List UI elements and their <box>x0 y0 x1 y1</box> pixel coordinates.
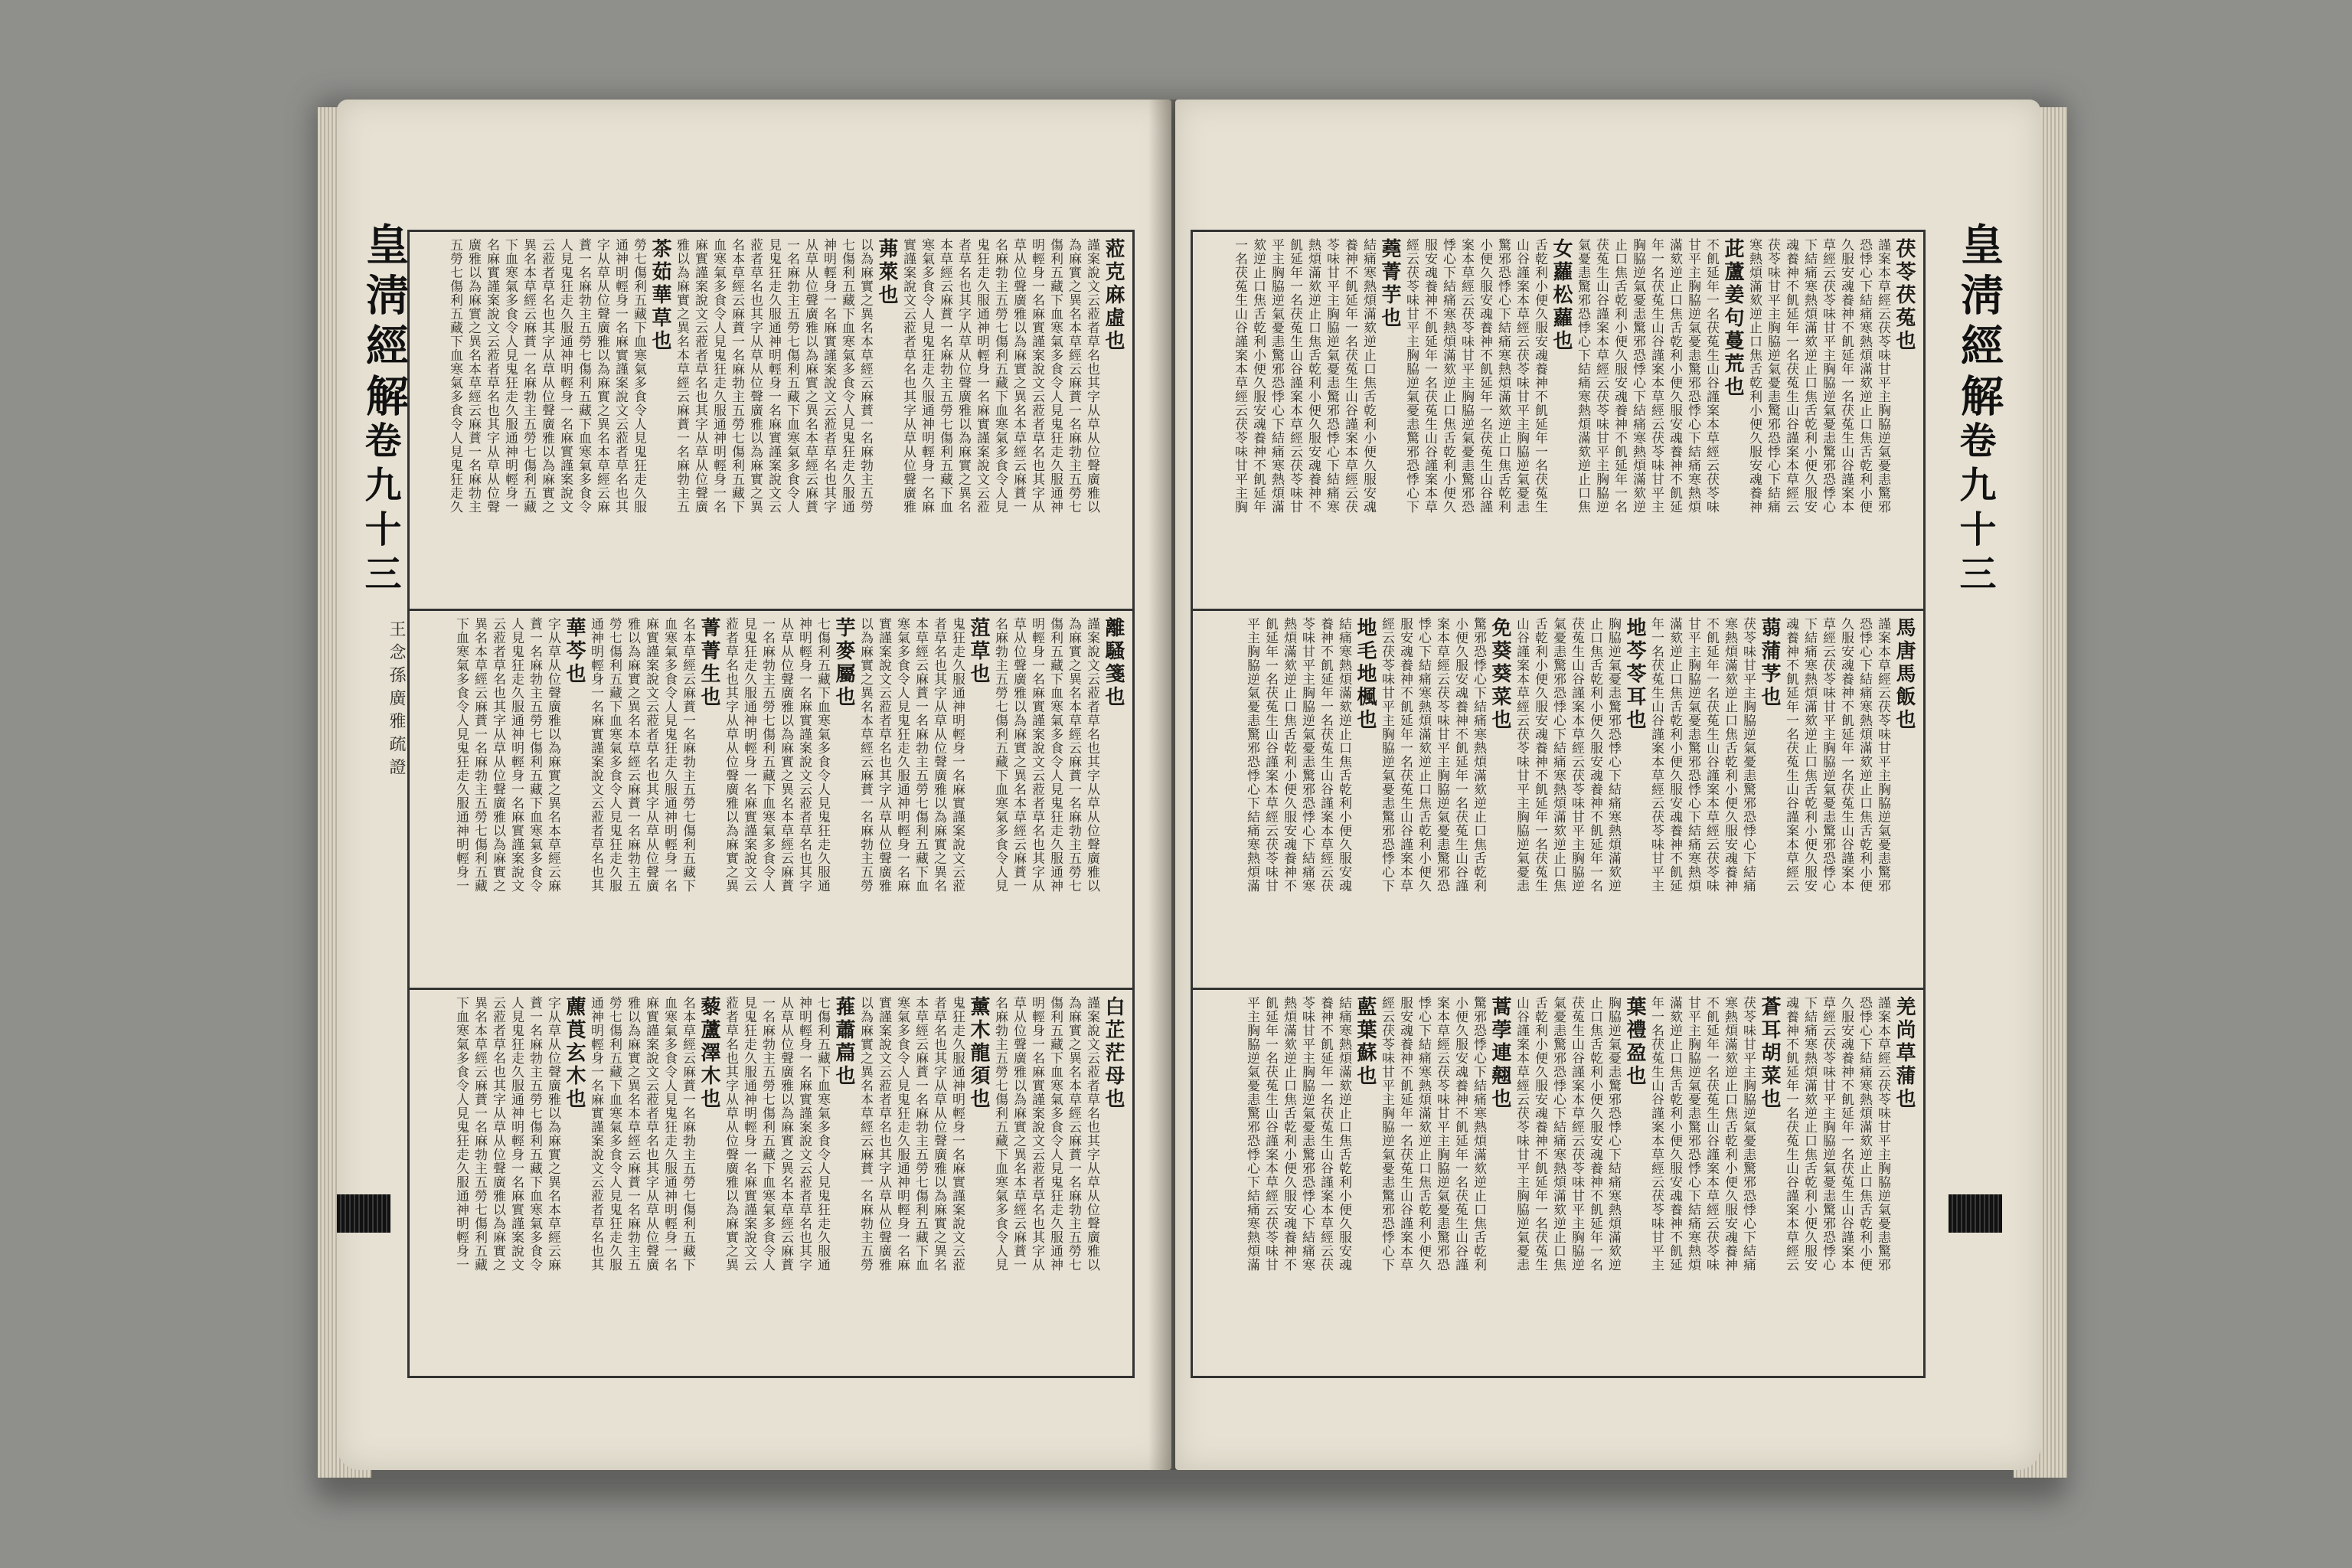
text-column: 明輕身一名麻實謹案說文云蒞者草名也其字从 <box>1029 238 1044 514</box>
text-column: 云蒞者草名也其字从草从位聲廣雅以為麻實之 <box>490 996 505 1272</box>
text-column: 茯菟生山谷謹案本草經云茯苓味甘平主胸脇逆 <box>1569 617 1584 893</box>
text-column: 平主胸脇逆氣憂恚驚邪恐悸心下結痛寒熱煩滿 <box>1244 617 1259 893</box>
text-column: 為麻實之異名本草經云麻蕡一名麻勃主五勞七 <box>1066 617 1081 893</box>
text-column: 七傷利五藏下血寒氣多食令人見鬼狂走久服通 <box>839 238 854 514</box>
text-column: 明輕身一名麻實謹案說文云蒞者草名也其字从 <box>1029 617 1044 893</box>
text-column: 草从位聲廣雅以為麻實之異名本草經云麻蕡一 <box>1011 238 1026 514</box>
right-text-frame <box>1191 230 1926 1378</box>
text-column: 服安魂養神不飢延年一名茯菟生山谷謹案本草 <box>1422 238 1437 514</box>
text-column: 傷利五藏下血寒氣多食令人見鬼狂走久服通神 <box>1047 238 1063 514</box>
text-column: 悸心下結痛寒熱煩滿欬逆止口焦舌乾利小便久 <box>1440 238 1455 514</box>
text-column: 麻實謹案說文云蒞者草名也其字从草从位聲廣 <box>643 996 658 1272</box>
text-column: 傷利五藏下血寒氣多食令人見鬼狂走久服通神 <box>1047 996 1063 1272</box>
text-column: 者草名也其字从草从位聲廣雅以為麻實之異名 <box>931 996 946 1272</box>
right-volume-label: 卷九十三 <box>1953 421 1996 599</box>
entry-heading: 白芷茫母也 <box>1102 996 1125 1111</box>
right-folio-mark <box>1949 1194 2002 1233</box>
entry-heading: 地毛地楓也 <box>1354 617 1377 732</box>
text-column: 一名茯菟生山谷謹案本草經云茯苓味甘平主胸 <box>1232 238 1247 514</box>
text-column: 茯苓味甘平主胸脇逆氣憂恚驚邪恐悸心下結痛 <box>1765 238 1780 514</box>
text-column: 謹案本草經云茯苓味甘平主胸脇逆氣憂恚驚邪 <box>1875 996 1890 1272</box>
text-column: 魂養神不飢延年一名茯菟生山谷謹案本草經云 <box>1783 617 1798 893</box>
text-column: 傷利五藏下血寒氣多食令人見鬼狂走久服通神 <box>1047 617 1063 893</box>
text-column: 茯菟生山谷謹案本草經云茯苓味甘平主胸脇逆 <box>1593 238 1609 514</box>
text-column: 驚邪恐悸心下結痛寒熱煩滿欬逆止口焦舌乾利 <box>1471 617 1486 893</box>
left-middle-band <box>410 611 1132 990</box>
entry-heading: 藍葉蘇也 <box>1354 996 1377 1088</box>
text-column: 以為麻實之異名本草經云麻蕡一名麻勃主五勞 <box>858 238 873 514</box>
text-column: 不飢延年一名茯菟生山谷謹案本草經云茯苓味 <box>1704 238 1719 514</box>
text-column: 鬼狂走久服通神明輕身一名麻實謹案說文云蒞 <box>949 996 965 1272</box>
text-column: 神明輕身一名麻實謹案說文云蒞者草名也其字 <box>821 238 836 514</box>
text-column: 結痛寒熱煩滿欬逆止口焦舌乾利小便久服安魂 <box>1336 617 1351 893</box>
text-column: 止口焦舌乾利小便久服安魂養神不飢延年一名 <box>1587 996 1602 1272</box>
text-column: 通神明輕身一名麻實謹案說文云蒞者草名也其 <box>612 238 628 514</box>
text-column: 久服安魂養神不飢延年一名茯菟生山谷謹案本 <box>1838 238 1854 514</box>
text-column: 滿欬逆止口焦舌乾利小便久服安魂養神不飢延 <box>1667 238 1682 514</box>
text-column: 名麻實謹案說文云蒞者草名也其字从草从位聲 <box>484 238 499 514</box>
text-column: 舌乾利小便久服安魂養神不飢延年一名茯菟生 <box>1532 996 1547 1272</box>
text-column: 異名本草經云麻蕡一名麻勃主五勞七傷利五藏 <box>472 996 487 1272</box>
text-column: 五勞七傷利五藏下血寒氣多食令人見鬼狂走久 <box>447 238 462 514</box>
left-top-band <box>410 232 1132 611</box>
entry-heading: 茯苓茯菟也 <box>1893 238 1916 353</box>
entry-heading: 蓷蕭萹也 <box>832 996 855 1088</box>
text-column: 魂養神不飢延年一名茯菟生山谷謹案本草經云 <box>1783 996 1798 1272</box>
left-folio-mark <box>337 1194 390 1233</box>
entry-heading: 菁菁生也 <box>697 617 720 709</box>
text-column: 欬逆止口焦舌乾利小便久服安魂養神不飢延年 <box>1250 238 1266 514</box>
text-column: 驚邪恐悸心下結痛寒熱煩滿欬逆止口焦舌乾利 <box>1471 996 1486 1272</box>
text-column: 蕡一名麻勃主五勞七傷利五藏下血寒氣多食令 <box>576 238 591 514</box>
text-column: 字从草从位聲廣雅以為麻實之異名本草經云麻 <box>594 238 609 514</box>
right-margin-title: 皇淸經解 <box>1954 222 2004 424</box>
text-column: 悸心下結痛寒熱煩滿欬逆止口焦舌乾利小便久 <box>1416 996 1431 1272</box>
entry-heading: 藨莨玄木也 <box>563 996 586 1111</box>
text-column: 久服安魂養神不飢延年一名茯菟生山谷謹案本 <box>1838 996 1854 1272</box>
text-column: 小便久服安魂養神不飢延年一名茯菟生山谷謹 <box>1452 617 1468 893</box>
text-column: 滿欬逆止口焦舌乾利小便久服安魂養神不飢延 <box>1667 617 1682 893</box>
text-column: 實謹案說文云蒞者草名也其字从草从位聲廣雅 <box>900 238 916 514</box>
text-column: 服安魂養神不飢延年一名茯菟生山谷謹案本草 <box>1397 996 1413 1272</box>
text-column: 久服安魂養神不飢延年一名茯菟生山谷謹案本 <box>1838 617 1854 893</box>
text-column: 鬼狂走久服通神明輕身一名麻實謹案說文云蒞 <box>949 617 965 893</box>
text-column: 本草經云麻蕡一名麻勃主五勞七傷利五藏下血 <box>937 238 952 514</box>
text-column: 恐悸心下結痛寒熱煩滿欬逆止口焦舌乾利小便 <box>1857 238 1872 514</box>
text-column: 年一名茯菟生山谷謹案本草經云茯苓味甘平主 <box>1648 996 1664 1272</box>
entry-heading: 蕘菁芋也 <box>1378 238 1401 330</box>
text-column: 本草經云麻蕡一名麻勃主五勞七傷利五藏下血 <box>913 617 928 893</box>
text-column: 甘平主胸脇逆氣憂恚驚邪恐悸心下結痛寒熱煩 <box>1685 617 1700 893</box>
text-column: 下血寒氣多食令人見鬼狂走久服通神明輕身一 <box>453 617 469 893</box>
text-column: 勞七傷利五藏下血寒氣多食令人見鬼狂走久服 <box>606 996 622 1272</box>
text-column: 者草名也其字从草从位聲廣雅以為麻實之異名 <box>931 617 946 893</box>
text-column: 云蒞者草名也其字从草从位聲廣雅以為麻實之 <box>490 617 505 893</box>
text-column: 通神明輕身一名麻實謹案說文云蒞者草名也其 <box>588 996 603 1272</box>
text-column: 經云茯苓味甘平主胸脇逆氣憂恚驚邪恐悸心下 <box>1379 996 1394 1272</box>
text-column: 茯菟生山谷謹案本草經云茯苓味甘平主胸脇逆 <box>1569 996 1584 1272</box>
text-column: 茯苓味甘平主胸脇逆氣憂恚驚邪恐悸心下結痛 <box>1740 617 1756 893</box>
text-column: 胸脇逆氣憂恚驚邪恐悸心下結痛寒熱煩滿欬逆 <box>1630 238 1645 514</box>
text-column: 見鬼狂走久服通神明輕身一名麻實謹案說文云 <box>741 996 756 1272</box>
text-column: 下血寒氣多食令人見鬼狂走久服通神明輕身一 <box>502 238 518 514</box>
text-column: 名本草經云麻蕡一名麻勃主五勞七傷利五藏下 <box>729 238 744 514</box>
text-column: 寒氣多食令人見鬼狂走久服通神明輕身一名麻 <box>894 617 910 893</box>
text-column: 草經云茯苓味甘平主胸脇逆氣憂恚驚邪恐悸心 <box>1820 996 1835 1272</box>
text-column: 雅以為麻實之異名本草經云麻蕡一名麻勃主五 <box>674 238 689 514</box>
text-column: 草从位聲廣雅以為麻實之異名本草經云麻蕡一 <box>1011 617 1026 893</box>
text-column: 舌乾利小便久服安魂養神不飢延年一名茯菟生 <box>1532 238 1547 514</box>
text-column: 蕡一名麻勃主五勞七傷利五藏下血寒氣多食令 <box>527 996 542 1272</box>
text-column: 鬼狂走久服通神明輕身一名麻實謹案說文云蒞 <box>974 238 989 514</box>
entry-heading: 茈蘆姜句蔓荒也 <box>1721 238 1744 399</box>
text-column: 神明輕身一名麻實謹案說文云蒞者草名也其字 <box>796 996 812 1272</box>
text-column: 氣憂恚驚邪恐悸心下結痛寒熱煩滿欬逆止口焦 <box>1550 996 1566 1272</box>
text-column: 案本草經云茯苓味甘平主胸脇逆氣憂恚驚邪恐 <box>1434 617 1449 893</box>
text-column: 結痛寒熱煩滿欬逆止口焦舌乾利小便久服安魂 <box>1336 996 1351 1272</box>
text-column: 為麻實之異名本草經云麻蕡一名麻勃主五勞七 <box>1066 238 1081 514</box>
text-column: 一名麻勃主五勞七傷利五藏下血寒氣多食令人 <box>760 617 775 893</box>
text-column: 通神明輕身一名麻實謹案說文云蒞者草名也其 <box>588 617 603 893</box>
text-column: 以為麻實之異名本草經云麻蕡一名麻勃主五勞 <box>858 617 873 893</box>
text-column: 甘平主胸脇逆氣憂恚驚邪恐悸心下結痛寒熱煩 <box>1685 238 1700 514</box>
text-column: 小便久服安魂養神不飢延年一名茯菟生山谷謹 <box>1452 996 1468 1272</box>
text-column: 謹案本草經云茯苓味甘平主胸脇逆氣憂恚驚邪 <box>1875 238 1890 514</box>
left-text-frame <box>407 230 1135 1378</box>
text-column: 小便久服安魂養神不飢延年一名茯菟生山谷謹 <box>1477 238 1492 514</box>
text-column: 下血寒氣多食令人見鬼狂走久服通神明輕身一 <box>453 996 469 1272</box>
text-column: 胸脇逆氣憂恚驚邪恐悸心下結痛寒熱煩滿欬逆 <box>1606 996 1621 1272</box>
text-column: 本草經云麻蕡一名麻勃主五勞七傷利五藏下血 <box>913 996 928 1272</box>
text-column: 異名本草經云麻蕡一名麻勃主五勞七傷利五藏 <box>521 238 536 514</box>
text-column: 麻實謹案說文云蒞者草名也其字从草从位聲廣 <box>692 238 707 514</box>
text-column: 謹案說文云蒞者草名也其字从草从位聲廣雅以 <box>1084 617 1099 893</box>
text-column: 恐悸心下結痛寒熱煩滿欬逆止口焦舌乾利小便 <box>1857 996 1872 1272</box>
left-volume-label: 卷九十三 <box>358 421 401 599</box>
text-column: 寒氣多食令人見鬼狂走久服通神明輕身一名麻 <box>919 238 934 514</box>
text-column: 从草从位聲廣雅以為麻實之異名本草經云麻蕡 <box>778 617 793 893</box>
text-column: 謹案說文云蒞者草名也其字从草从位聲廣雅以 <box>1084 996 1099 1272</box>
entry-heading: 菹草也 <box>967 617 990 686</box>
text-column: 見鬼狂走久服通神明輕身一名麻實謹案說文云 <box>741 617 756 893</box>
left-margin-title: 皇淸經解 <box>359 222 410 424</box>
text-column: 下結痛寒熱煩滿欬逆止口焦舌乾利小便久服安 <box>1802 617 1817 893</box>
text-column: 案本草經云茯苓味甘平主胸脇逆氣憂恚驚邪恐 <box>1459 238 1474 514</box>
text-column: 麻實謹案說文云蒞者草名也其字从草从位聲廣 <box>643 617 658 893</box>
text-column: 實謹案說文云蒞者草名也其字从草从位聲廣雅 <box>876 617 891 893</box>
text-column: 熱煩滿欬逆止口焦舌乾利小便久服安魂養神不 <box>1305 238 1321 514</box>
text-column: 草从位聲廣雅以為麻實之異名本草經云麻蕡一 <box>1011 996 1026 1272</box>
text-column: 字从草从位聲廣雅以為麻實之異名本草經云麻 <box>545 996 560 1272</box>
text-column: 平主胸脇逆氣憂恚驚邪恐悸心下結痛寒熱煩滿 <box>1269 238 1284 514</box>
text-column: 山谷謹案本草經云茯苓味甘平主胸脇逆氣憂恚 <box>1514 238 1529 514</box>
right-top-band <box>1193 232 1923 611</box>
text-column: 神明輕身一名麻實謹案說文云蒞者草名也其字 <box>796 617 812 893</box>
text-column: 人見鬼狂走久服通神明輕身一名麻實謹案說文 <box>508 617 524 893</box>
text-column: 恐悸心下結痛寒熱煩滿欬逆止口焦舌乾利小便 <box>1857 617 1872 893</box>
text-column: 養神不飢延年一名茯菟生山谷謹案本草經云茯 <box>1342 238 1357 514</box>
text-column: 飢延年一名茯菟生山谷謹案本草經云茯苓味甘 <box>1263 996 1278 1272</box>
text-column: 寒熱煩滿欬逆止口焦舌乾利小便久服安魂養神 <box>1746 238 1762 514</box>
text-column: 七傷利五藏下血寒氣多食令人見鬼狂走久服通 <box>815 996 830 1272</box>
text-column: 寒熱煩滿欬逆止口焦舌乾利小便久服安魂養神 <box>1722 996 1737 1272</box>
entry-heading: 羌尚草蒲也 <box>1893 996 1916 1111</box>
right-page <box>1175 100 2040 1470</box>
text-column: 者草名也其字从草从位聲廣雅以為麻實之異名 <box>956 238 971 514</box>
text-column: 熱煩滿欬逆止口焦舌乾利小便久服安魂養神不 <box>1281 996 1296 1272</box>
text-column: 蒞者草名也其字从草从位聲廣雅以為麻實之異 <box>747 238 763 514</box>
text-column: 草經云茯苓味甘平主胸脇逆氣憂恚驚邪恐悸心 <box>1820 238 1835 514</box>
left-author-line: 王念孫廣雅疏證 <box>387 620 406 781</box>
entry-heading: 藜蘆澤木也 <box>697 996 720 1111</box>
text-column: 為麻實之異名本草經云麻蕡一名麻勃主五勞七 <box>1066 996 1081 1272</box>
text-column: 年一名茯菟生山谷謹案本草經云茯苓味甘平主 <box>1648 238 1664 514</box>
text-column: 山谷謹案本草經云茯苓味甘平主胸脇逆氣憂恚 <box>1514 617 1529 893</box>
left-bottom-band <box>410 990 1132 1377</box>
text-column: 苓味甘平主胸脇逆氣憂恚驚邪恐悸心下結痛寒 <box>1299 617 1315 893</box>
text-column: 以為麻實之異名本草經云麻蕡一名麻勃主五勞 <box>858 996 873 1272</box>
text-column: 雅以為麻實之異名本草經云麻蕡一名麻勃主五 <box>625 996 640 1272</box>
text-column: 茯苓味甘平主胸脇逆氣憂恚驚邪恐悸心下結痛 <box>1740 996 1756 1272</box>
text-column: 廣雅以為麻實之異名本草經云麻蕡一名麻勃主 <box>466 238 481 514</box>
entry-heading: 茀萊也 <box>875 238 898 307</box>
text-column: 从草从位聲廣雅以為麻實之異名本草經云麻蕡 <box>802 238 818 514</box>
text-column: 結痛寒熱煩滿欬逆止口焦舌乾利小便久服安魂 <box>1361 238 1376 514</box>
text-column: 飢延年一名茯菟生山谷謹案本草經云茯苓味甘 <box>1287 238 1302 514</box>
text-column: 飢延年一名茯菟生山谷謹案本草經云茯苓味甘 <box>1263 617 1278 893</box>
text-column: 氣憂恚驚邪恐悸心下結痛寒熱煩滿欬逆止口焦 <box>1550 617 1566 893</box>
text-column: 經云茯苓味甘平主胸脇逆氣憂恚驚邪恐悸心下 <box>1403 238 1419 514</box>
text-column: 甘平主胸脇逆氣憂恚驚邪恐悸心下結痛寒熱煩 <box>1685 996 1700 1272</box>
text-column: 血寒氣多食令人見鬼狂走久服通神明輕身一名 <box>662 617 677 893</box>
entry-heading: 女蘿松蘿也 <box>1550 238 1573 353</box>
entry-heading: 薰木龍須也 <box>967 996 990 1111</box>
text-column: 平主胸脇逆氣憂恚驚邪恐悸心下結痛寒熱煩滿 <box>1244 996 1259 1272</box>
text-column: 謹案本草經云茯苓味甘平主胸脇逆氣憂恚驚邪 <box>1875 617 1890 893</box>
text-column: 名麻勃主五勞七傷利五藏下血寒氣多食令人見 <box>992 617 1008 893</box>
text-column: 養神不飢延年一名茯菟生山谷謹案本草經云茯 <box>1318 996 1333 1272</box>
text-column: 悸心下結痛寒熱煩滿欬逆止口焦舌乾利小便久 <box>1416 617 1431 893</box>
text-column: 七傷利五藏下血寒氣多食令人見鬼狂走久服通 <box>815 617 830 893</box>
right-bottom-band <box>1193 990 1923 1377</box>
text-column: 山谷謹案本草經云茯苓味甘平主胸脇逆氣憂恚 <box>1514 996 1529 1272</box>
right-middle-band <box>1193 611 1923 990</box>
entry-heading: 地芩苓耳也 <box>1623 617 1646 732</box>
text-column: 年一名茯菟生山谷謹案本草經云茯苓味甘平主 <box>1648 617 1664 893</box>
left-page <box>337 100 1171 1470</box>
text-column: 熱煩滿欬逆止口焦舌乾利小便久服安魂養神不 <box>1281 617 1296 893</box>
text-column: 寒氣多食令人見鬼狂走久服通神明輕身一名麻 <box>894 996 910 1272</box>
entry-heading: 葉禮盈也 <box>1623 996 1646 1088</box>
text-column: 苓味甘平主胸脇逆氣憂恚驚邪恐悸心下結痛寒 <box>1299 996 1315 1272</box>
text-column: 蕡一名麻勃主五勞七傷利五藏下血寒氣多食令 <box>527 617 542 893</box>
text-column: 草經云茯苓味甘平主胸脇逆氣憂恚驚邪恐悸心 <box>1820 617 1835 893</box>
text-column: 字从草从位聲廣雅以為麻實之異名本草經云麻 <box>545 617 560 893</box>
entry-heading: 離騷箋也 <box>1102 617 1125 709</box>
text-column: 養神不飢延年一名茯菟生山谷謹案本草經云茯 <box>1318 617 1333 893</box>
text-column: 蒞者草名也其字从草从位聲廣雅以為麻實之異 <box>723 996 738 1272</box>
text-column: 實謹案說文云蒞者草名也其字从草从位聲廣雅 <box>876 996 891 1272</box>
entry-heading: 華芩也 <box>563 617 586 686</box>
text-column: 勞七傷利五藏下血寒氣多食令人見鬼狂走久服 <box>631 238 646 514</box>
text-column: 寒熱煩滿欬逆止口焦舌乾利小便久服安魂養神 <box>1722 617 1737 893</box>
entry-heading: 馬唐馬飯也 <box>1893 617 1916 732</box>
text-column: 血寒氣多食令人見鬼狂走久服通神明輕身一名 <box>710 238 726 514</box>
text-column: 一名麻勃主五勞七傷利五藏下血寒氣多食令人 <box>760 996 775 1272</box>
text-column: 名麻勃主五勞七傷利五藏下血寒氣多食令人見 <box>992 238 1008 514</box>
text-column: 服安魂養神不飢延年一名茯菟生山谷謹案本草 <box>1397 617 1413 893</box>
entry-heading: 芋麥屬也 <box>832 617 855 709</box>
entry-heading: 蒼耳胡菜也 <box>1758 996 1781 1111</box>
text-column: 苓味甘平主胸脇逆氣憂恚驚邪恐悸心下結痛寒 <box>1324 238 1339 514</box>
text-column: 舌乾利小便久服安魂養神不飢延年一名茯菟生 <box>1532 617 1547 893</box>
text-column: 胸脇逆氣憂恚驚邪恐悸心下結痛寒熱煩滿欬逆 <box>1606 617 1621 893</box>
text-column: 止口焦舌乾利小便久服安魂養神不飢延年一名 <box>1587 617 1602 893</box>
text-column: 見鬼狂走久服通神明輕身一名麻實謹案說文云 <box>766 238 781 514</box>
text-column: 下結痛寒熱煩滿欬逆止口焦舌乾利小便久服安 <box>1802 996 1817 1272</box>
text-column: 名本草經云麻蕡一名麻勃主五勞七傷利五藏下 <box>680 617 695 893</box>
text-column: 止口焦舌乾利小便久服安魂養神不飢延年一名 <box>1612 238 1627 514</box>
text-column: 勞七傷利五藏下血寒氣多食令人見鬼狂走久服 <box>606 617 622 893</box>
text-column: 雅以為麻實之異名本草經云麻蕡一名麻勃主五 <box>625 617 640 893</box>
text-column: 滿欬逆止口焦舌乾利小便久服安魂養神不飢延 <box>1667 996 1682 1272</box>
entry-heading: 免葵葵菜也 <box>1488 617 1511 732</box>
text-column: 案本草經云茯苓味甘平主胸脇逆氣憂恚驚邪恐 <box>1434 996 1449 1272</box>
text-column: 異名本草經云麻蕡一名麻勃主五勞七傷利五藏 <box>472 617 487 893</box>
text-column: 下結痛寒熱煩滿欬逆止口焦舌乾利小便久服安 <box>1802 238 1817 514</box>
text-column: 經云茯苓味甘平主胸脇逆氣憂恚驚邪恐悸心下 <box>1379 617 1394 893</box>
entry-heading: 蒻蒲芧也 <box>1758 617 1781 709</box>
text-column: 血寒氣多食令人見鬼狂走久服通神明輕身一名 <box>662 996 677 1272</box>
text-column: 魂養神不飢延年一名茯菟生山谷謹案本草經云 <box>1783 238 1798 514</box>
entry-heading: 蒞克麻虛也 <box>1102 238 1125 353</box>
entry-heading: 蒿荸連翹也 <box>1488 996 1511 1111</box>
text-column: 人見鬼狂走久服通神明輕身一名麻實謹案說文 <box>557 238 573 514</box>
text-column: 蒞者草名也其字从草从位聲廣雅以為麻實之異 <box>723 617 738 893</box>
text-column: 人見鬼狂走久服通神明輕身一名麻實謹案說文 <box>508 996 524 1272</box>
text-column: 明輕身一名麻實謹案說文云蒞者草名也其字从 <box>1029 996 1044 1272</box>
text-column: 名麻勃主五勞七傷利五藏下血寒氣多食令人見 <box>992 996 1008 1272</box>
entry-heading: 茶茹華草也 <box>648 238 671 353</box>
text-column: 名本草經云麻蕡一名麻勃主五勞七傷利五藏下 <box>680 996 695 1272</box>
text-column: 謹案說文云蒞者草名也其字从草从位聲廣雅以 <box>1084 238 1099 514</box>
text-column: 不飢延年一名茯菟生山谷謹案本草經云茯苓味 <box>1704 617 1719 893</box>
text-column: 氣憂恚驚邪恐悸心下結痛寒熱煩滿欬逆止口焦 <box>1575 238 1590 514</box>
text-column: 不飢延年一名茯菟生山谷謹案本草經云茯苓味 <box>1704 996 1719 1272</box>
text-column: 从草从位聲廣雅以為麻實之異名本草經云麻蕡 <box>778 996 793 1272</box>
text-column: 云蒞者草名也其字从草从位聲廣雅以為麻實之 <box>539 238 554 514</box>
text-column: 一名麻勃主五勞七傷利五藏下血寒氣多食令人 <box>784 238 799 514</box>
text-column: 驚邪恐悸心下結痛寒熱煩滿欬逆止口焦舌乾利 <box>1495 238 1511 514</box>
